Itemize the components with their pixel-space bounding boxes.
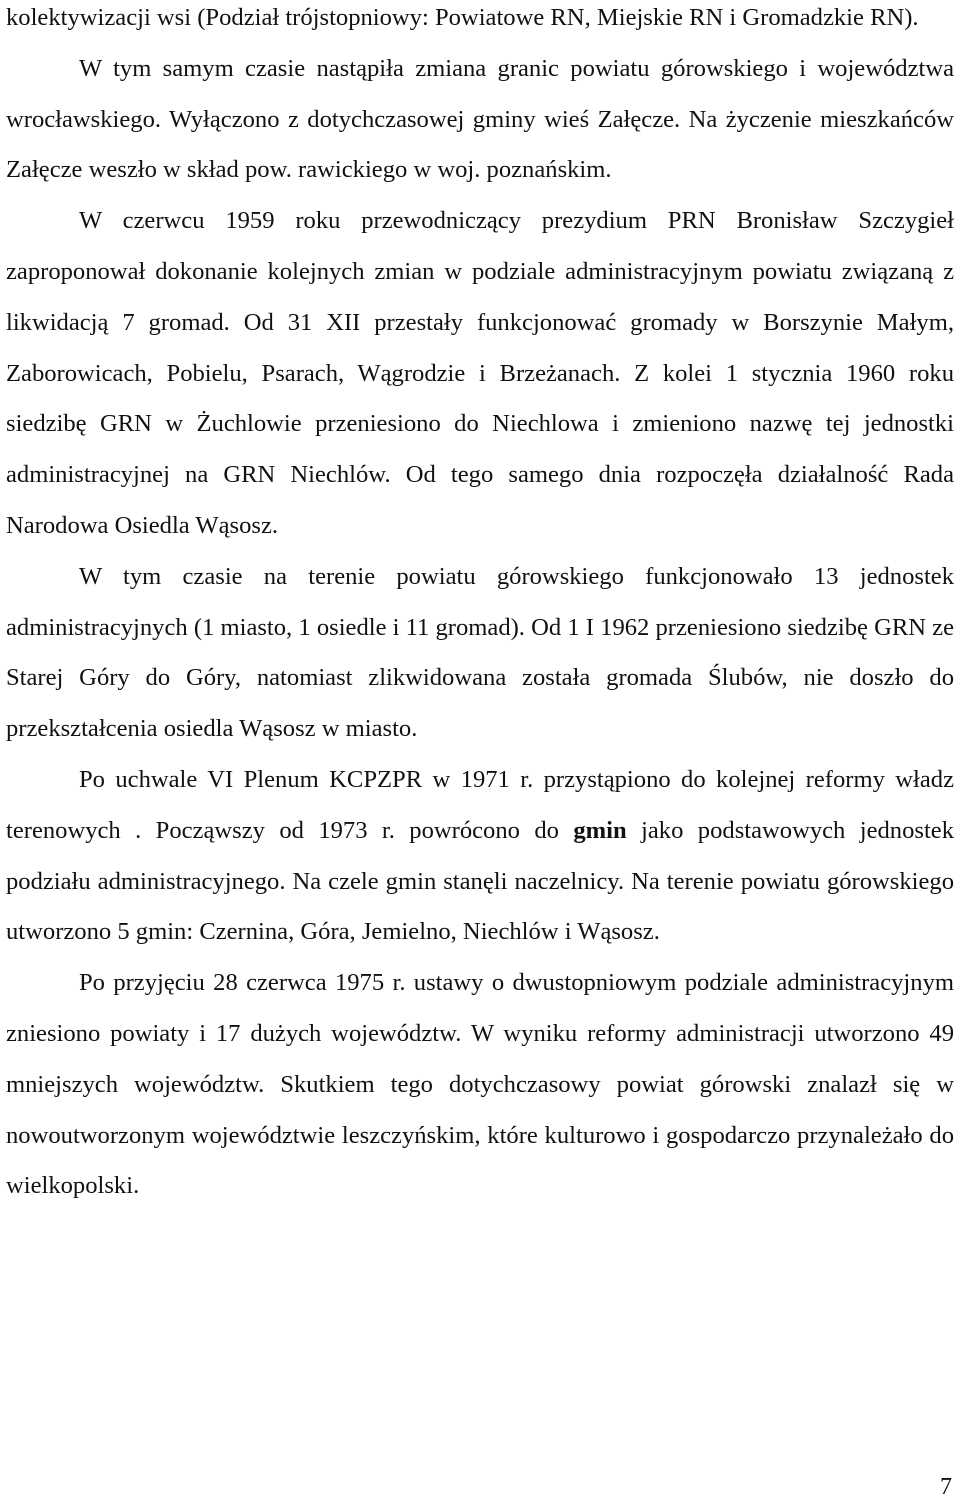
paragraph-text: jako podstawowych jednostek podziału administracyjnego. Na czele gmin stanęli naczelnicy. Na terenie powiatu górowskiego utworzono 5 gmin: Czernina, Góra, Jemielno, Niechlów i Wąsosz. (6, 816, 954, 946)
paragraph-text: W tym samym czasie nastąpiła zmiana granic powiatu górowskiego i województwa wrocławskiego. Wyłączono z dotychczasowej gminy wieś Załęcze. Na życzenie mieszkańców Załęcze weszło w skład pow. rawickiego w woj. poznańskim. (6, 54, 954, 184)
paragraph-6 (6, 958, 954, 1212)
paragraph-text: kolektywizacji wsi (Podział trójstopniowy: Powiatowe RN, Miejskie RN i Gromadzkie RN). (6, 4, 919, 31)
page-number: 7 (940, 1474, 952, 1500)
bold-term-gmin: gmin (573, 816, 627, 844)
paragraph-1 (6, 0, 954, 44)
paragraph-text: W tym czasie na terenie powiatu górowskiego funkcjonowało 13 jednostek administracyjnych (1 miasto, 1 osiedle i 11 gromad). Od 1 I 1962 przeniesiono siedzibę GRN ze Starej Góry do Góry, natomiast zlikwidowana została gromada Ślubów, nie doszło do przekształcenia osiedla Wąsosz w miasto. (6, 562, 954, 743)
paragraph-3 (6, 196, 954, 552)
paragraph-text: Po przyjęciu 28 czerwca 1975 r. ustawy o dwustopniowym podziale administracyjnym zniesiono powiaty i 17 dużych województw. W wyniku reformy administracji utworzono 49 mniejszych województw. Skutkiem tego dotychczasowy powiat górowski znalazł się w nowoutworzonym województwie leszczyńskim, które kulturowo i gospodarczo przynależało do wielkopolski. (6, 969, 954, 1200)
paragraph-4 (6, 552, 954, 755)
paragraph-text: Po uchwale VI Plenum KCPZPR w 1971 r. przystąpiono do kolejnej reformy władz terenowych . Począwszy od 1973 r. powrócono do (6, 765, 954, 844)
paragraph-2 (6, 44, 954, 196)
paragraph-5 (6, 755, 954, 958)
paragraph-text: W czerwcu 1959 roku przewodniczący prezydium PRN Bronisław Szczygieł zaproponował dokonanie kolejnych zmian w podziale administracyjnym powiatu związaną z likwidacją 7 gromad. Od 31 XII przestały funkcjonować gromady w Borszynie Małym, Zaborowicach, Pobielu, Psarach, Wągrodzie i Brzeżanach. Z kolei 1 stycznia 1960 roku siedzibę GRN w Żuchlowie przeniesiono do Niechlowa i zmieniono nazwę tej jednostki administracyjnej na GRN Niechlów. Od tego samego dnia rozpoczęła działalność Rada Narodowa Osiedla Wąsosz. (6, 207, 954, 539)
document-page (6, 0, 954, 1212)
